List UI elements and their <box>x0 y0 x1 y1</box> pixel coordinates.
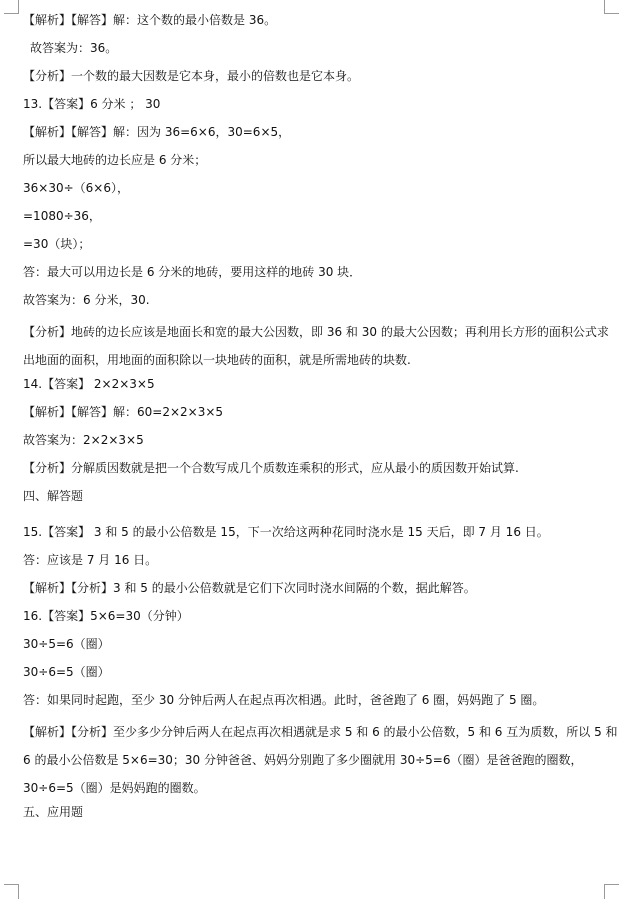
paragraph-12-analysis <box>23 66 618 94</box>
line-text: 5×6=30（分钟） <box>90 609 189 623</box>
line-text: 答：如果同时起跑，至少 30 分钟后两人在起点再次相遇。此时，爸爸跑了 6 圈，妈妈跑了 5 圈。 <box>23 693 545 707</box>
document-body <box>23 10 618 830</box>
question-13-step <box>23 178 618 206</box>
tag-label: 【解析】【解答】 <box>23 405 114 419</box>
line-text: 解：因为 36=6×6，30=6×5， <box>113 125 291 139</box>
line-text: 36×30÷（6×6）， <box>23 181 129 195</box>
section-title: 五、应用题 <box>23 805 84 819</box>
question-14-analysis <box>23 458 618 486</box>
line-text: 解：这个数的最小倍数是 36。 <box>113 13 277 27</box>
question-13-step <box>23 234 618 262</box>
line-text: 分解质因数就是把一个合数写成几个质数连乘积的形式，应从最小的质因数开始试算. <box>71 461 519 475</box>
line-text: =30（块）； <box>23 237 91 251</box>
tag-label: 【解析】【分析】 <box>23 581 114 595</box>
line-text: 故答案为：36。 <box>30 41 118 55</box>
question-14-answer <box>23 374 618 402</box>
tag-label: 14.【答案】 <box>23 377 91 391</box>
paragraph-12-analysis-answer <box>23 10 618 38</box>
line-text: =1080÷36， <box>23 209 101 223</box>
tag-label: 【分析】 <box>23 69 72 83</box>
question-13-step <box>23 206 618 234</box>
question-13-answer <box>23 94 618 122</box>
tag-label: 【分析】 <box>23 325 72 339</box>
question-16-reply <box>23 690 618 718</box>
tag-label: 13.【答案】 <box>23 97 91 111</box>
tag-label: 【解析】【分析】 <box>23 725 114 739</box>
line-text: 一个数的最大因数是它本身，最小的倍数也是它本身。 <box>71 69 360 83</box>
paragraph-12-final-answer <box>23 38 618 66</box>
line-text: 3 和 5 的最小公倍数就是它们下次同时浇水间隔的个数，据此解答。 <box>113 581 476 595</box>
line-text: 所以最大地砖的边长应是 6 分米； <box>23 153 207 167</box>
question-13-solution <box>23 122 618 150</box>
question-16-analysis <box>23 718 618 802</box>
tag-label: 15.【答案】 <box>23 525 91 539</box>
section-title: 四、解答题 <box>23 489 84 503</box>
question-16-step <box>23 662 618 690</box>
question-15-analysis <box>23 578 618 606</box>
question-16-step <box>23 634 618 662</box>
tag-label: 16.【答案】 <box>23 609 91 623</box>
section-heading-4 <box>23 486 618 514</box>
line-text: 至少多少分钟后两人在起点再次相遇就是求 5 和 6 的最小公倍数，5 和 6 互为质数，所以 5 和 6 的最小公倍数是 5×6=30；30 分钟爸爸、妈妈分别跑了多少圈就用 30÷5=6（圈）是爸爸跑的圈数，30÷6=5（圈）是妈妈跑的圈数。 <box>23 725 618 795</box>
question-13-reply <box>23 262 618 290</box>
section-heading-5 <box>23 802 618 830</box>
crop-mark-bottom-left <box>4 884 19 899</box>
line-text: 3 和 5 的最小公倍数是 15，下一次给这两种花同时浇水是 15 天后，即 7 月 16 日。 <box>90 525 549 539</box>
question-15-reply <box>23 550 618 578</box>
question-14-final-answer <box>23 430 618 458</box>
line-text: 答：最大可以用边长是 6 分米的地砖，要用这样的地砖 30 块． <box>23 265 362 279</box>
line-text: 解：60=2×2×3×5 <box>113 405 224 419</box>
line-text: 故答案为：2×2×3×5 <box>23 433 144 447</box>
line-text: 故答案为：6 分米，30. <box>23 293 150 307</box>
tag-label: 【解析】【解答】 <box>23 13 114 27</box>
question-13-final-answer <box>23 290 618 318</box>
tag-label: 【解析】【解答】 <box>23 125 114 139</box>
question-15-answer <box>23 522 618 550</box>
question-16-answer <box>23 606 618 634</box>
section-gap <box>23 514 618 522</box>
line-text: 6 分米 ； 30 <box>90 97 161 111</box>
question-13-step <box>23 150 618 178</box>
tag-label: 【分析】 <box>23 461 72 475</box>
line-text: 30÷6=5（圈） <box>23 665 110 679</box>
crop-mark-top-left <box>4 0 19 14</box>
line-text: 地砖的边长应该是地面长和宽的最大公因数，即 36 和 30 的最大公因数；再利用长方形的面积公式求出地面的面积，用地面的面积除以一块地砖的面积，就是所需地砖的块数. <box>23 325 609 367</box>
line-text: 答：应该是 7 月 16 日。 <box>23 553 158 567</box>
question-13-analysis <box>23 318 618 374</box>
line-text: 30÷5=6（圈） <box>23 637 110 651</box>
line-text: 2×2×3×5 <box>90 377 155 391</box>
crop-mark-bottom-right <box>604 884 619 899</box>
question-14-solution <box>23 402 618 430</box>
